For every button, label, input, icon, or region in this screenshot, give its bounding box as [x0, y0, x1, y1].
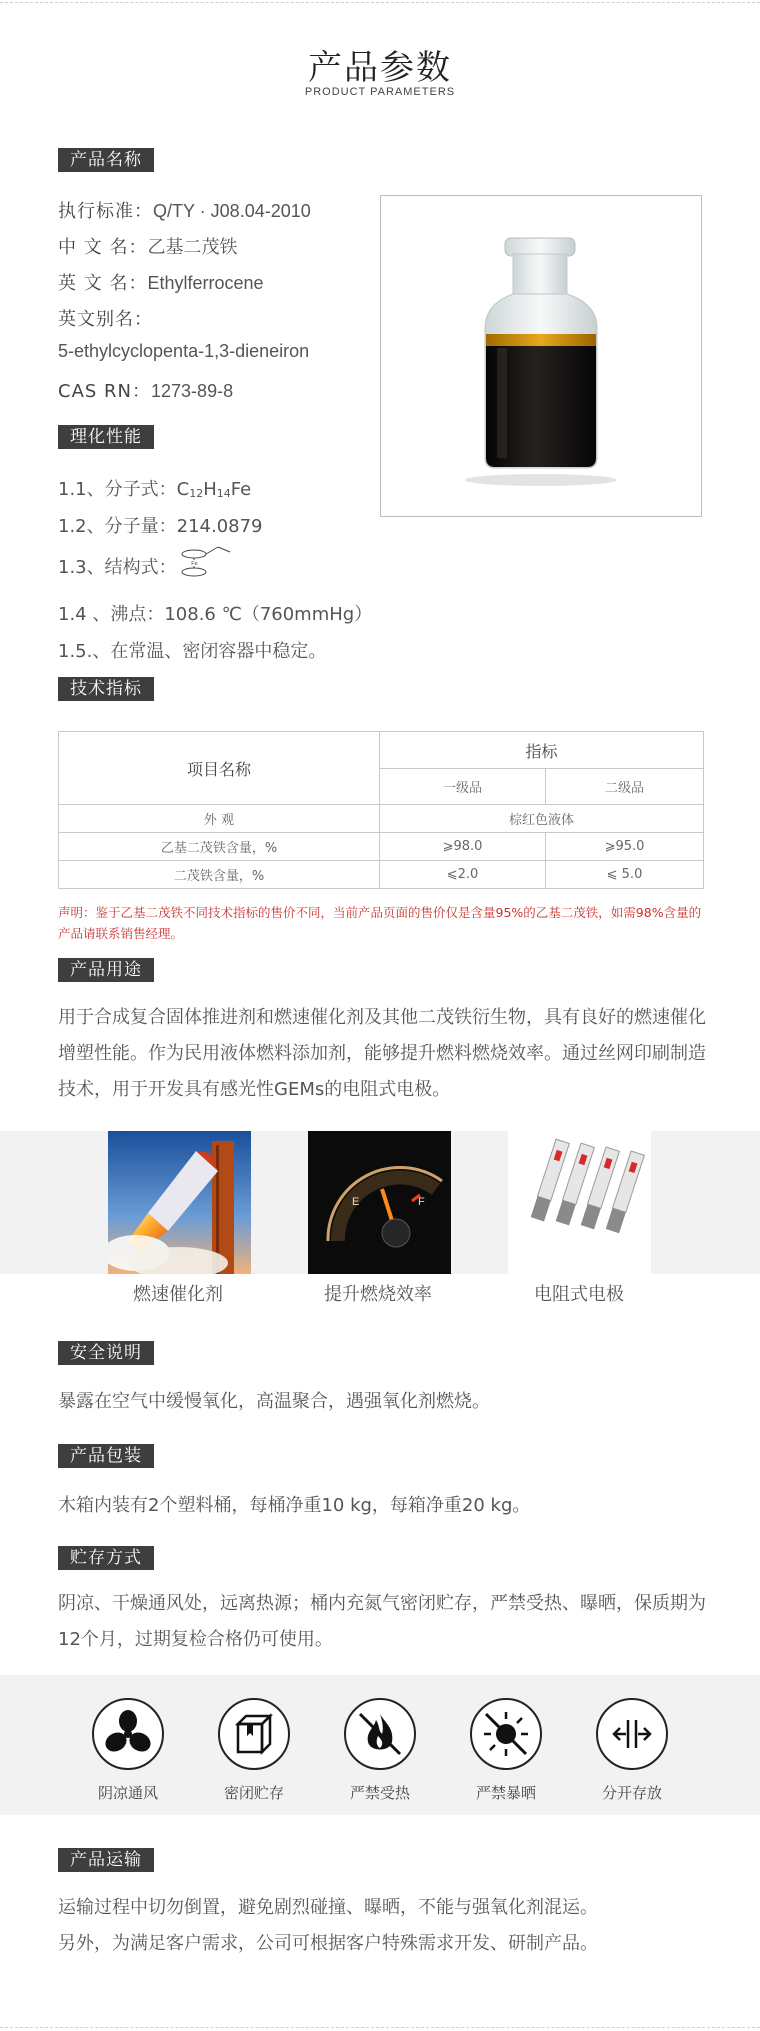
prop-structure: 1.3、结构式：	[58, 557, 177, 578]
info-alias-label: 英文别名：	[58, 309, 153, 330]
info-english-name: 英 文 名：Ethylferrocene	[58, 273, 264, 294]
separate-icon	[596, 1698, 668, 1770]
table-row	[59, 805, 704, 833]
info-standard: 执行标准：Q/TY · J08.04-2010	[58, 201, 311, 222]
svg-text:Fe: Fe	[191, 561, 198, 567]
prop-stability: 1.5.、在常温、密闭容器中稳定。	[58, 641, 327, 662]
spec-row-grade2: ⩽ 5.0	[546, 861, 704, 889]
sealed-box-icon	[218, 1698, 290, 1770]
spec-row-name: 乙基二茂铁含量，%	[59, 833, 380, 861]
page-title: 产品参数	[308, 48, 452, 88]
electrode-image	[508, 1131, 651, 1274]
info-chinese-name: 中 文 名：乙基二茂铁	[58, 237, 238, 258]
spec-row-name: 外 观	[59, 805, 380, 833]
no-sun-icon	[470, 1698, 542, 1770]
spec-row-grade2: ⩾95.0	[546, 833, 704, 861]
bottom-dashed-divider	[0, 2027, 760, 2028]
structure-formula-icon	[172, 545, 234, 581]
spec-table	[58, 731, 704, 889]
storage-icon-label-4: 严禁暴晒	[475, 1784, 536, 1802]
spec-row-value: 棕红色液体	[380, 805, 704, 833]
section-label-storage: 贮存方式	[58, 1546, 154, 1570]
safety-text: 暴露在空气中缓慢氧化，高温聚合，遇强氧化剂燃烧。	[58, 1391, 490, 1412]
transport-line-2: 另外，为满足客户需求，公司可根据客户特殊需求开发、研制产品。	[58, 1933, 598, 1954]
gauge-letter-f: F	[418, 1196, 425, 1208]
table-row	[59, 861, 704, 889]
spec-header-grade1: 一级品	[380, 769, 546, 805]
prop-formula: 1.1、分子式：$C_{12}H_{14}Fe$	[58, 479, 252, 500]
storage-icon-label-2: 密闭贮存	[223, 1784, 284, 1802]
section-label-tech: 技术指标	[58, 677, 154, 701]
usage-caption-1: 燃速催化剂	[133, 1284, 223, 1305]
price-notice: 声明：鉴于乙基二茂铁不同技术指标的售价不同，当前产品页面的售价仅是含量95%的乙基二茂铁，如需98%含量的产品请联系销售经理。	[58, 905, 702, 941]
spec-header-grade2: 二级品	[546, 769, 704, 805]
fan-icon	[92, 1698, 164, 1770]
section-label-name: 产品名称	[58, 148, 154, 172]
spec-row-grade1: ⩾98.0	[380, 833, 546, 861]
no-heat-icon	[344, 1698, 416, 1770]
section-label-usage: 产品用途	[58, 958, 154, 982]
storage-icon-label-1: 阴凉通风	[97, 1784, 158, 1802]
spec-row-grade1: ⩽2.0	[380, 861, 546, 889]
table-row	[59, 833, 704, 861]
gauge-image	[308, 1131, 451, 1274]
rocket-image	[108, 1131, 251, 1274]
transport-line-1: 运输过程中切勿倒置，避免剧烈碰撞、曝晒，不能与强氧化剂混运。	[58, 1897, 598, 1918]
storage-text: 阴凉、干燥通风处，远离热源；桶内充氮气密闭贮存，严禁受热、曝晒，保质期为12个月，过期复检合格仍可使用。	[58, 1593, 706, 1650]
usage-text: 用于合成复合固体推进剂和燃速催化剂及其他二茂铁衍生物，具有良好的燃速催化增塑性能。作为民用液体燃料添加剂，能够提升燃料燃烧效率。通过丝网印刷制造技术，用于开发具有感光性GEMs的电阻式电极。	[58, 1007, 706, 1100]
section-label-transport: 产品运输	[58, 1848, 154, 1872]
storage-icon-label-3: 严禁受热	[349, 1784, 410, 1802]
storage-icon-label-5: 分开存放	[601, 1784, 662, 1802]
page-subtitle: PRODUCT PARAMETERS	[304, 86, 456, 98]
spec-header-item: 项目名称	[59, 732, 380, 805]
prop-weight: 1.2、分子量：214.0879	[58, 516, 263, 537]
section-label-safety: 安全说明	[58, 1341, 154, 1365]
product-bottle-image	[380, 195, 702, 517]
package-text: 木箱内装有2个塑料桶，每桶净重10 kg，每箱净重20 kg。	[58, 1495, 531, 1516]
spec-row-name: 二茂铁含量，%	[59, 861, 380, 889]
usage-caption-2: 提升燃烧效率	[324, 1284, 432, 1305]
gauge-letter-e: E	[352, 1196, 360, 1208]
prop-boiling-point: 1.4 、沸点：108.6 ℃（760mmHg）	[58, 604, 373, 625]
section-label-package: 产品包装	[58, 1444, 154, 1468]
spec-header-index: 指标	[380, 732, 704, 769]
top-dashed-divider	[0, 2, 760, 3]
info-cas: CAS RN：1273-89-8	[58, 381, 234, 402]
section-label-physchem: 理化性能	[58, 425, 154, 449]
usage-caption-3: 电阻式电极	[534, 1284, 624, 1305]
info-alias-value: 5-ethylcyclopenta-1,3-dieneiron	[58, 341, 310, 361]
